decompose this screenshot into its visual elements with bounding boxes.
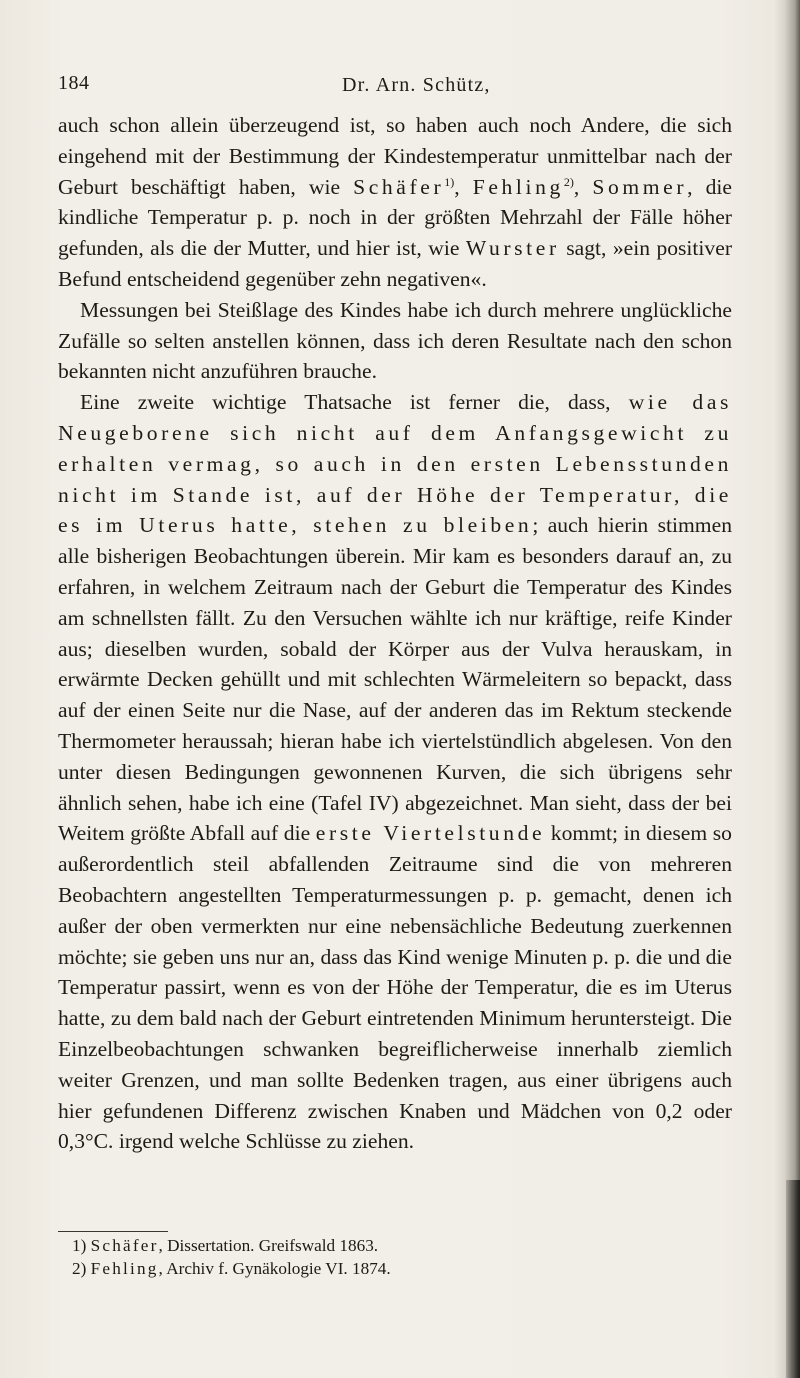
footnote-author: Schäfer bbox=[90, 1236, 159, 1255]
footnote-rule bbox=[58, 1231, 168, 1232]
paragraph-1-text-a: auch schon allein überzeugend ist, so haben auch noch Andere, die sich eingehend mit der Bestimmung der Kindestemperatur unmittelbar nach der Geburt beschäftigt haben, wie bbox=[58, 113, 732, 199]
footnote-marker: 1) bbox=[72, 1236, 87, 1255]
emphasized-first-quarter-hour: erste Viertelstunde bbox=[315, 821, 546, 846]
author-sommer: Sommer bbox=[592, 174, 688, 199]
page-number: 184 bbox=[58, 72, 90, 94]
separator: , bbox=[454, 174, 473, 199]
author-fehling: Fehling bbox=[472, 174, 564, 199]
footnote-ref-1: 1) bbox=[444, 174, 455, 189]
footnote-text: , Archiv f. Gynäkologie VI. 1874. bbox=[158, 1259, 391, 1278]
paragraph-3-text-c: kommt; in diesem so außerordentlich steil abfallenden Zeitraume sind die von mehreren Beobachtern angestellten Temperaturmessungen p. p. gemacht, denen ich außer der oben vermerkten nur eine nebensächliche Bedeutung zuerkennen möchte; sie geben uns nur an, dass das Kind wenige Minuten p. p. die und die Temperatur passirt, wenn es von der Höhe der Temperatur, die es im Uterus hatte, zu dem bald nach der Geburt eintretenden Minimum heruntersteigt. Die Einzelbeobachtungen schwanken begreiflicherweise innerhalb ziemlich weiter Grenzen, und man sollte Bedenken tragen, aus einer übrigens auch hier gefundenen Differenz zwischen Knaben und Mädchen von 0,2 oder 0,3°C. irgend welche Schlüsse zu ziehen. bbox=[58, 821, 732, 1154]
paragraph-3-text-b: ; auch hierin stimmen alle bisherigen Beobachtungen überein. Mir kam es besonders darauf an, zu erfahren, in welchem Zeitraum nach der Geburt die Temperatur des Kindes am schnellsten fällt. Zu den Versuchen wählte ich nur kräftige, reife Kinder aus; dieselben wurden, sobald der Körper aus der Vulva herauskam, in erwärmte Decken gehüllt und mit schlechten Wärmeleitern so bepackt, dass auf der einen Seite nur die Nase, auf der anderen das im Rektum steckende Thermometer heraussah; hieran habe ich viertelstündlich abgelesen. Von den unter diesen Bedingungen gewonnenen Kurven, die sich übrigens sehr ähnlich sehen, habe ich eine (Tafel IV) abgezeichnet. Man sieht, dass der bei Weitem größte Abfall auf die bbox=[58, 513, 732, 846]
separator: , bbox=[573, 174, 593, 199]
footnote-marker: 2) bbox=[72, 1259, 87, 1278]
emphasized-thesis: wie das Neugeborene sich nicht auf dem Anfangsgewicht zu erhalten vermag, so auch in den ersten Lebensstunden nicht im Stande ist, auf der Höhe der Temperatur, die es im Uterus hatte, stehen zu bleiben bbox=[58, 390, 733, 538]
paragraph-3-text-a: Eine zweite wichtige Thatsache ist ferner die, dass, bbox=[80, 390, 629, 415]
footnote-ref-2: 2) bbox=[563, 174, 574, 189]
paragraph-1 bbox=[58, 110, 732, 295]
footnote-text: , Dissertation. Greifswald 1863. bbox=[158, 1236, 379, 1255]
footnote-1 bbox=[72, 1234, 692, 1257]
paragraph-1-text-c: sagt, »ein positiver Befund entscheidend gegenüber zehn negativen«. bbox=[58, 236, 733, 291]
paragraph-3 bbox=[58, 387, 732, 1157]
footnote-2 bbox=[72, 1257, 692, 1280]
author-schaefer: Schäfer bbox=[353, 174, 445, 199]
paragraph-2: Messungen bei Steißlage des Kindes habe ich durch mehrere unglückliche Zufälle so selten anstellen können, dass ich deren Resultate nach den schon bekannten nicht anzuführen brauche. bbox=[58, 297, 732, 384]
spine-shadow bbox=[774, 0, 800, 1378]
author-wurster: Wurster bbox=[465, 236, 560, 261]
paragraph-1-text-b: , die kindliche Temperatur p. p. noch in der größten Mehrzahl der Fälle höher gefunden, als die der Mutter, und hier ist, wie bbox=[58, 174, 732, 261]
spine-edge bbox=[786, 1180, 800, 1378]
running-head: Dr. Arn. Schütz, bbox=[342, 74, 491, 96]
body-text bbox=[58, 110, 732, 1157]
page-header bbox=[58, 72, 738, 100]
footnotes bbox=[72, 1234, 692, 1280]
footnote-author: Fehling bbox=[90, 1259, 159, 1278]
